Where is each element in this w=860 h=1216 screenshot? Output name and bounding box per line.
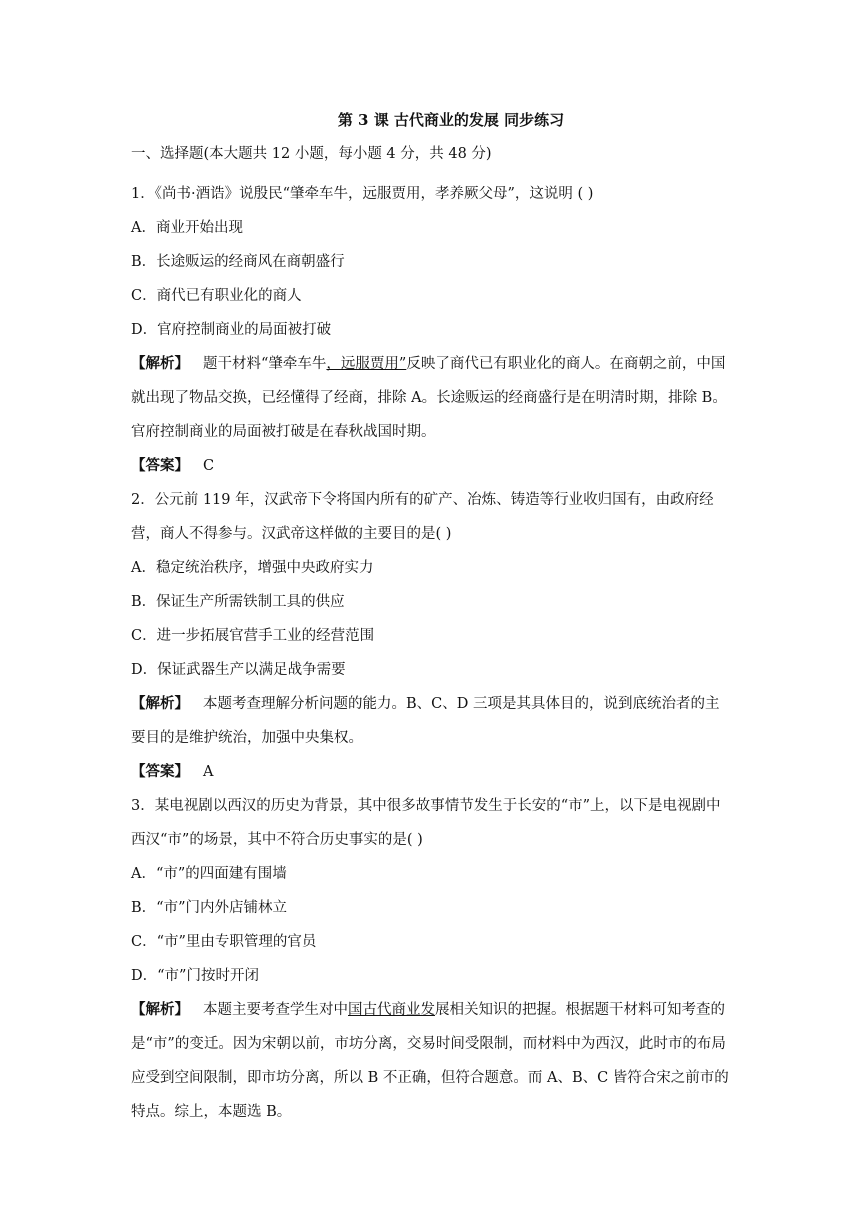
analysis-label: 【解析】 bbox=[131, 355, 189, 372]
question-3-option-d: D．“市”门按时开闭 bbox=[131, 968, 259, 984]
question-1-answer bbox=[131, 449, 731, 483]
analysis-text: 展相关知识的把握。根据题干材料可知考查的是“市”的变迁。因为宋朝以前，市坊分离，交易时间受限制，而材料中为西汉，此时市的布局应受到空间限制，即市坊分离，所以 B 不正确，但符合题意。而 A、B、C 皆符合宋之前市的特点。综上，本题选 B。 bbox=[131, 1002, 729, 1120]
answer-value: C bbox=[203, 458, 215, 474]
answer-value: A bbox=[203, 764, 214, 780]
question-2-option-c: C．进一步拓展官营手工业的经营范围 bbox=[131, 628, 375, 644]
question-2-analysis bbox=[131, 687, 731, 755]
question-2-option-b: B．保证生产所需铁制工具的供应 bbox=[131, 594, 345, 610]
question-3-option-a: A．“市”的四面建有围墙 bbox=[131, 866, 287, 882]
document-content bbox=[131, 110, 731, 1129]
question-1-stem: 1．《尚书·酒诰》说殷民“肇牵车牛，远服贾用，孝养厥父母”，这说明 ( ) bbox=[131, 186, 594, 202]
question-1-analysis bbox=[131, 347, 731, 449]
analysis-text: 本题主要考查学生对中 bbox=[203, 1002, 348, 1018]
analysis-text: 题干材料“肇牵车牛 bbox=[203, 356, 327, 372]
question-3-analysis bbox=[131, 993, 731, 1129]
question-2-option-a: A．稳定统治秩序，增强中央政府实力 bbox=[131, 560, 374, 576]
analysis-label: 【解析】 bbox=[131, 1001, 189, 1018]
analysis-underlined-text: ，远服贾用” bbox=[326, 356, 407, 372]
analysis-underlined-text: 国古代商业发 bbox=[348, 1002, 435, 1018]
answer-label: 【答案】 bbox=[131, 457, 189, 474]
question-3-option-c: C．“市”里由专职管理的官员 bbox=[131, 934, 317, 950]
question-2-answer bbox=[131, 755, 731, 789]
analysis-text: 反映了商代已有职业化的商人。在商朝之前，中国就出现了物品交换，已经懂得了经商，排除 A。长途贩运的经商盛行是在明清时期，排除 B。官府控制商业的局面被打破是在春秋战国时期。 bbox=[131, 356, 727, 440]
question-3-stem: 3．某电视剧以西汉的历史为背景，其中很多故事情节发生于长安的“市”上，以下是电视剧中西汉“市”的场景，其中不符合历史事实的是( ) bbox=[131, 798, 721, 848]
question-1-option-a: A．商业开始出现 bbox=[131, 220, 243, 236]
question-1-option-d: D．官府控制商业的局面被打破 bbox=[131, 322, 332, 338]
analysis-label: 【解析】 bbox=[131, 695, 189, 712]
analysis-text: 本题考查理解分析问题的能力。B、C、D 三项是其具体目的，说到底统治者的主要目的是维护统治，加强中央集权。 bbox=[131, 696, 720, 746]
question-2-stem: 2．公元前 119 年，汉武帝下令将国内所有的矿产、冶炼、铸造等行业收归国有，由政府经营，商人不得参与。汉武帝这样做的主要目的是( ) bbox=[131, 492, 714, 542]
question-2-option-d: D．保证武器生产以满足战争需要 bbox=[131, 662, 346, 678]
answer-label: 【答案】 bbox=[131, 763, 189, 780]
question-1-option-c: C．商代已有职业化的商人 bbox=[131, 288, 302, 304]
question-3-option-b: B．“市”门内外店铺林立 bbox=[131, 900, 287, 916]
page-title: 第 3 课 古代商业的发展 同步练习 bbox=[337, 111, 565, 129]
question-1-option-b: B．长途贩运的经商风在商朝盛行 bbox=[131, 254, 345, 270]
section-heading: 一、选择题(本大题共 12 小题，每小题 4 分，共 48 分) bbox=[131, 146, 492, 162]
